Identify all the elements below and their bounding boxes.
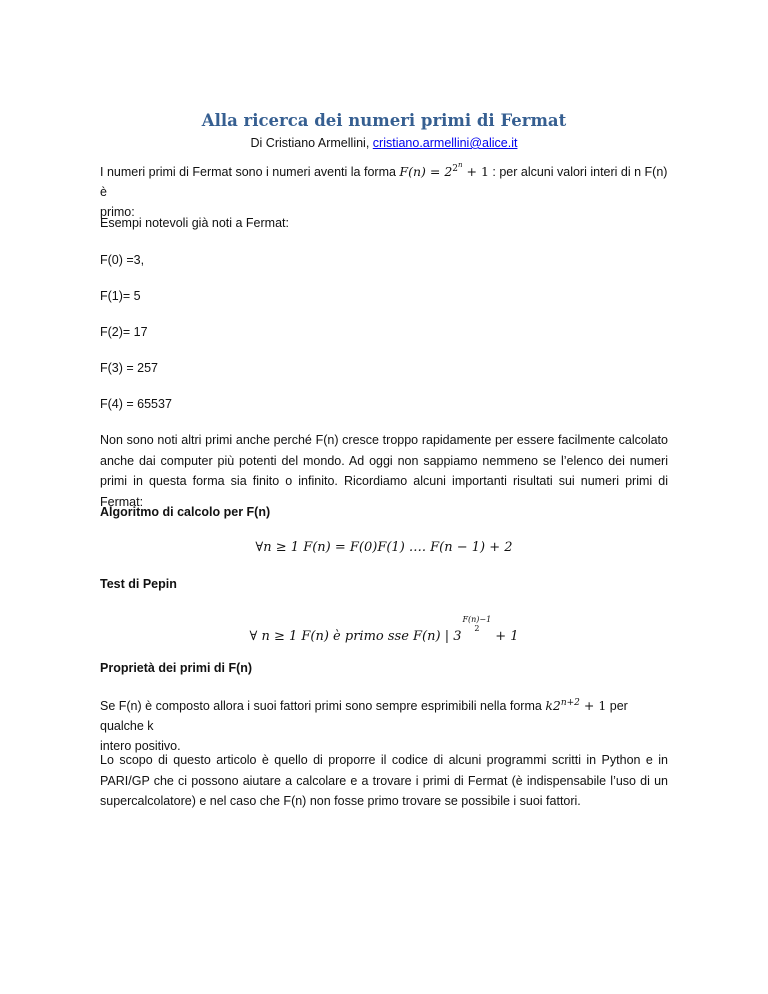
byline-author: Di Cristiano Armellini, <box>250 136 373 150</box>
pepin-formula: ∀ n ≥ 1 F(n) è primo sse F(n) | 3 F(n)−1 2 + 1 <box>249 615 519 644</box>
intro-text: I numeri primi di Fermat sono i numeri aventi la forma <box>100 165 400 179</box>
example-item: F(3) = 257 <box>100 361 159 375</box>
section-heading-properties: Proprietà dei primi di F(n) <box>100 661 253 675</box>
byline <box>100 136 668 150</box>
intro-text-line2: primo: <box>100 205 135 219</box>
factor-formula: $k2^{n+2} + 1$ <box>545 697 607 713</box>
example-item: F(0) =3, <box>100 253 145 267</box>
properties-paragraph: Se F(n) è composto allora i suoi fattori primi sono sempre esprimibili nella forma $k2^{n+2} + 1$ per qualche k intero positivo. <box>100 697 628 753</box>
fermat-formula: $F(n) = 2^{2^n} + 1$ <box>399 160 489 179</box>
example-item: F(4) = 65537 <box>100 397 172 411</box>
algorithm-formula: ∀n ≥ 1 F(n) = F(0)F(1) …. F(n − 1) + 2 <box>255 540 513 555</box>
body-paragraph: Non sono noti altri primi anche perché F(n) cresce troppo rapidamente per essere facilmente calcolato anche dai computer più potenti del mondo. Ad oggi non sappiamo nemmeno se l’elenco dei numeri primi in questa forma sia finito o infinito. Ricordiamo alcuni importanti risultati sui numeri primi di Fermat: <box>100 433 668 509</box>
example-item: F(1)= 5 <box>100 289 141 303</box>
example-item: F(2)= 17 <box>100 325 148 339</box>
closing-paragraph: Lo scopo di questo articolo è quello di proporre il codice di alcuni programmi scritti in Python e in PARI/GP che ci possono aiutare a calcolare e a trovare i primi di Fermat (è indispensabile l’uso di un supercalcolatore) e nel caso che F(n) non fosse primo trovare se possibile i suoi fattori. <box>100 753 668 808</box>
intro-text-tail: : per alcuni valori interi di n F(n) è <box>100 165 668 199</box>
examples-heading: Esempi notevoli già noti a Fermat: <box>100 216 289 230</box>
author-email-link[interactable]: cristiano.armellini@alice.it <box>372 136 518 150</box>
section-heading-pepin: Test di Pepin <box>100 577 177 591</box>
pepin-exponent: F(n)−1 2 <box>462 615 492 633</box>
document-title: Alla ricerca dei numeri primi di Fermat <box>201 111 567 130</box>
section-heading-algorithm: Algoritmo di calcolo per F(n) <box>100 505 271 519</box>
